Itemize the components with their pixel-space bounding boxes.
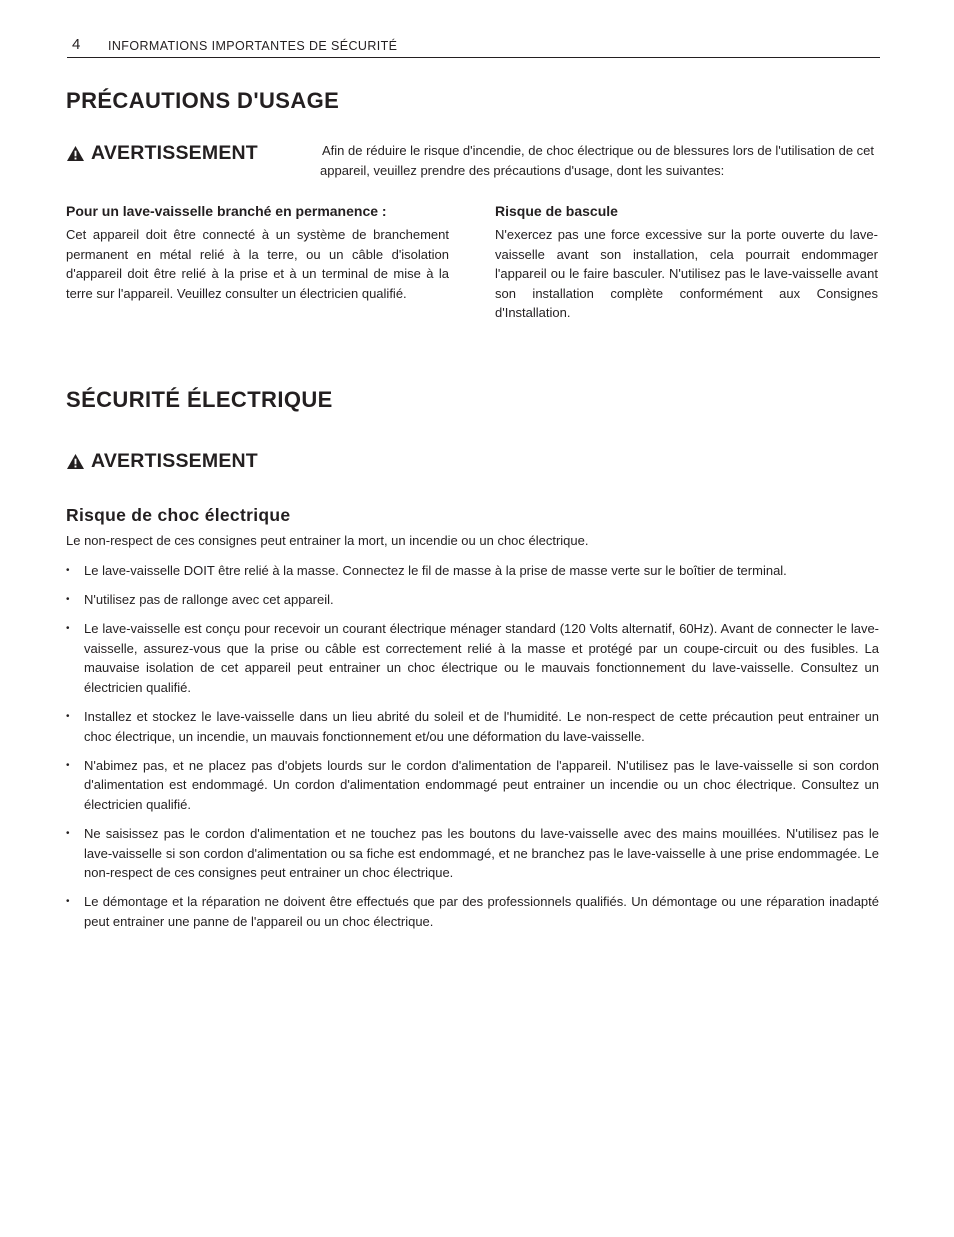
left-column-title: Pour un lave-vaisselle branché en permanence : (66, 203, 387, 219)
bullet-list (66, 561, 879, 941)
list-item: • Installez et stockez le lave-vaisselle dans un lieu abrité du soleil et de l'humidité. Le non-respect de cette précaution peut entrainer un choc électrique, un incendie, un mauvais fonctionnement et/ou une déformation du lave-vaisselle. (66, 707, 879, 746)
running-title: INFORMATIONS IMPORTANTES DE SÉCURITÉ (108, 39, 398, 53)
warning-heading-electrical (66, 449, 258, 473)
intro-paragraph: Afin de réduire le risque d'incendie, de choc électrique ou de blessures lors de l'utilisation de cet appareil, veuillez prendre des précautions d'usage, dont les suivantes: (320, 143, 875, 178)
left-column (66, 201, 449, 303)
section-title-electrical: SÉCURITÉ ÉLECTRIQUE (66, 387, 333, 412)
right-column-title: Risque de bascule (495, 203, 618, 219)
list-item: • Le démontage et la réparation ne doivent être effectués que par des professionnels qualifiés. Un démontage ou une réparation inadapté peut entrainer une panne de l'appareil ou un choc électrique. (66, 892, 879, 931)
lead-paragraph: Le non-respect de ces consignes peut entrainer la mort, un incendie ou un choc électrique. (66, 533, 589, 548)
warning-label: AVERTISSEMENT (91, 450, 258, 472)
warning-triangle-icon (66, 145, 85, 162)
list-item: • Ne saisissez pas le cordon d'alimentation et ne touchez pas les boutons du lave-vaisselle avec des mains mouillées. N'utilisez pas le lave-vaisselle si son cordon d'alimentation ou sa fiche est endommagé, et ne branchez pas le lave-vaisselle à une prise endommagée. Le non-respect de ces consignes peut entrainer un choc électrique. (66, 824, 879, 883)
warning-label: AVERTISSEMENT (91, 142, 258, 164)
subsection-title: Risque de choc électrique (66, 505, 291, 525)
section-title-precautions: PRÉCAUTIONS D'USAGE (66, 88, 340, 113)
right-column (495, 201, 878, 323)
right-column-text: N'exercez pas une force excessive sur la porte ouverte du lave-vaisselle avant son installation, cela pourrait endommager l'appareil ou le faire basculer. N'utilisez pas le lave-vaisselle avant son installation complète conformément aux Consignes d'Installation. (495, 227, 878, 321)
page-header (67, 36, 880, 58)
warning-triangle-icon (66, 453, 85, 470)
warning-heading (66, 141, 258, 165)
page-number: 4 (72, 36, 81, 53)
list-item: • N'utilisez pas de rallonge avec cet appareil. (66, 590, 879, 610)
list-item: • N'abimez pas, et ne placez pas d'objets lourds sur le cordon d'alimentation de l'appareil. N'utilisez pas le lave-vaisselle si son cordon d'alimentation est endommagé. Un cordon d'alimentation endommagé peut entrainer un incendie ou un choc électrique. Consultez un électricien qualifié. (66, 756, 879, 815)
left-column-text: Cet appareil doit être connecté à un système de branchement permanent en métal relié à la terre, ou un câble d'isolation d'appareil doit être relié à la prise et à un terminal de mise à la terre sur l'appareil. Veuillez consulter un électricien qualifié. (66, 227, 449, 301)
list-item: • Le lave-vaisselle DOIT être relié à la masse. Connectez le fil de masse à la prise de masse verte sur le boîtier de terminal. (66, 561, 879, 581)
list-item: • Le lave-vaisselle est conçu pour recevoir un courant électrique ménager standard (120 Volts alternatif, 60Hz). Avant de connecter le lave-vaisselle, assurez-vous que la prise ou câble est correctement relié à la masse et protégé par un coupe-circuit ou des fusibles. La mauvaise isolation de cet appareil peut entrainer un choc électrique ou le mauvais fonctionnement du lave-vaisselle. Consultez un électricien qualifié. (66, 619, 879, 697)
